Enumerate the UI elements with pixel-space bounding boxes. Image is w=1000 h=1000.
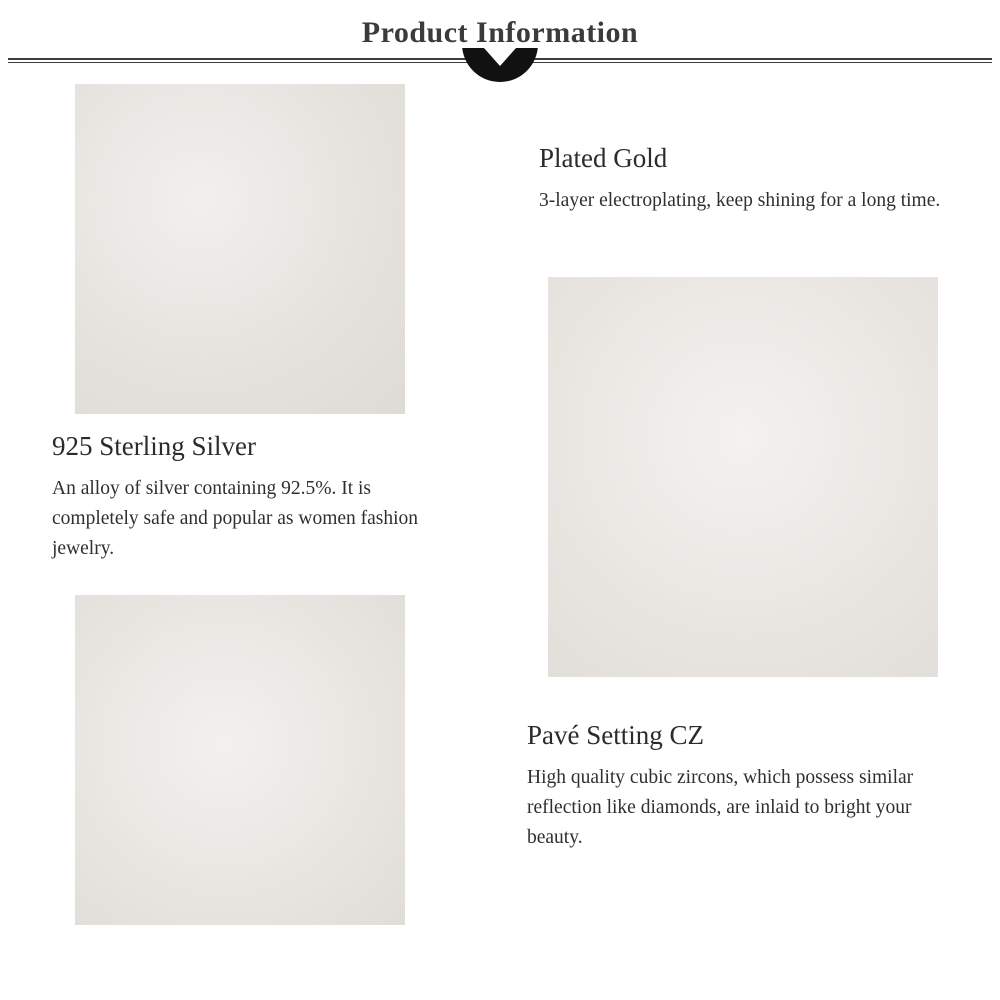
plated-gold-body: 3-layer electroplating, keep shining for a long time. (539, 189, 941, 211)
plated-gold-title: Plated Gold (539, 143, 668, 173)
page-title: Product Information (361, 16, 639, 49)
pave-cz-detail-photo (75, 595, 405, 925)
sterling-silver-title: 925 Sterling Silver (52, 431, 256, 461)
pave-setting-cz-section (527, 721, 957, 853)
triangle-ornament-icon (462, 48, 538, 82)
sterling-silver-section (52, 432, 452, 564)
pave-setting-cz-body: High quality cubic zircons, which possess similar reflection like diamonds, are inlaid to bright your beauty. (527, 766, 914, 849)
plated-gold-section (539, 144, 959, 216)
necklace-clasp-closeup-photo (75, 84, 405, 414)
full-necklace-photo (548, 277, 938, 677)
page-header (0, 0, 1000, 68)
sterling-silver-body: An alloy of silver containing 92.5%. It is completely safe and popular as women fashion jewelry. (52, 477, 419, 560)
pave-setting-cz-title: Pavé Setting CZ (527, 720, 704, 750)
